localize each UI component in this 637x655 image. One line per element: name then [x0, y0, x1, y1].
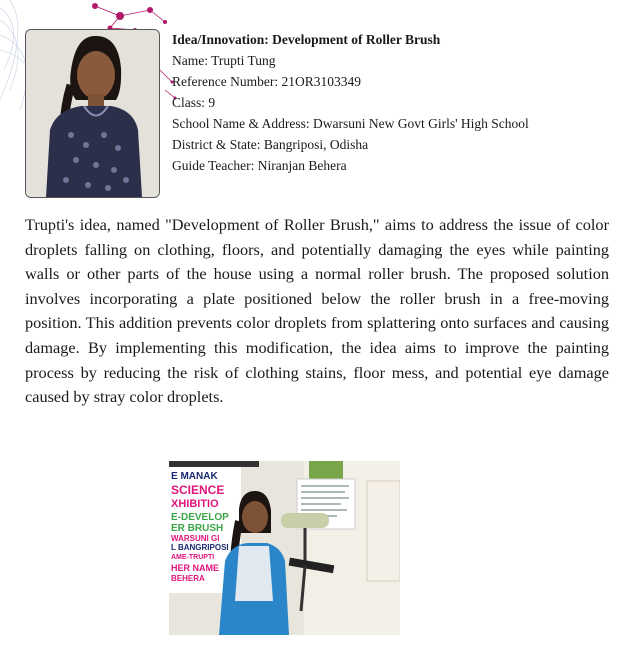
banner-line-5: ER BRUSH — [171, 523, 224, 534]
school-address: School Name & Address: Dwarsuni New Govt Girls' High School — [172, 116, 529, 131]
guide-teacher: Guide Teacher: Niranjan Behera — [172, 158, 347, 173]
student-class: Class: 9 — [172, 95, 216, 110]
profile-info — [172, 29, 529, 176]
idea-description: Trupti's idea, named "Development of Roller Brush," aims to address the issue of color droplets falling on clothing, floors, and potentially damaging the eyes while painting walls or other parts of the house using a normal roller brush. The proposed solution involves incorporating a plate positioned below the roller brush in a free-moving position. This addition prevents color droplets from splattering onto surfaces and causing damage. By implementing this modification, the idea aims to improve the painting process by reducing the risk of clothing stains, floor mess, and potential eye damage caused by stray color droplets. — [25, 215, 609, 407]
banner-line-1: E MANAK — [171, 471, 218, 482]
reference-number: Reference Number: 21OR3103349 — [172, 74, 361, 89]
banner-line-9: HER NAME — [171, 563, 220, 573]
banner-line-10: BEHERA — [171, 574, 205, 583]
district-state: District & State: Bangriposi, Odisha — [172, 137, 369, 152]
banner-line-3: XHIBITIO — [171, 498, 219, 510]
banner-line-4: E-DEVELOP — [171, 512, 229, 523]
banner-line-6: WARSUNI GI — [171, 534, 220, 543]
banner-line-7: L BANGRIPOSI — [171, 543, 229, 552]
student-portrait — [25, 29, 160, 198]
banner-line-2: SCIENCE — [171, 483, 225, 497]
idea-title: Idea/Innovation: Development of Roller Brush — [172, 32, 441, 47]
student-name: Name: Trupti Tung — [172, 53, 276, 68]
banner-line-8: AME-TRUPTI — [171, 554, 215, 561]
exhibition-photo — [169, 461, 400, 635]
